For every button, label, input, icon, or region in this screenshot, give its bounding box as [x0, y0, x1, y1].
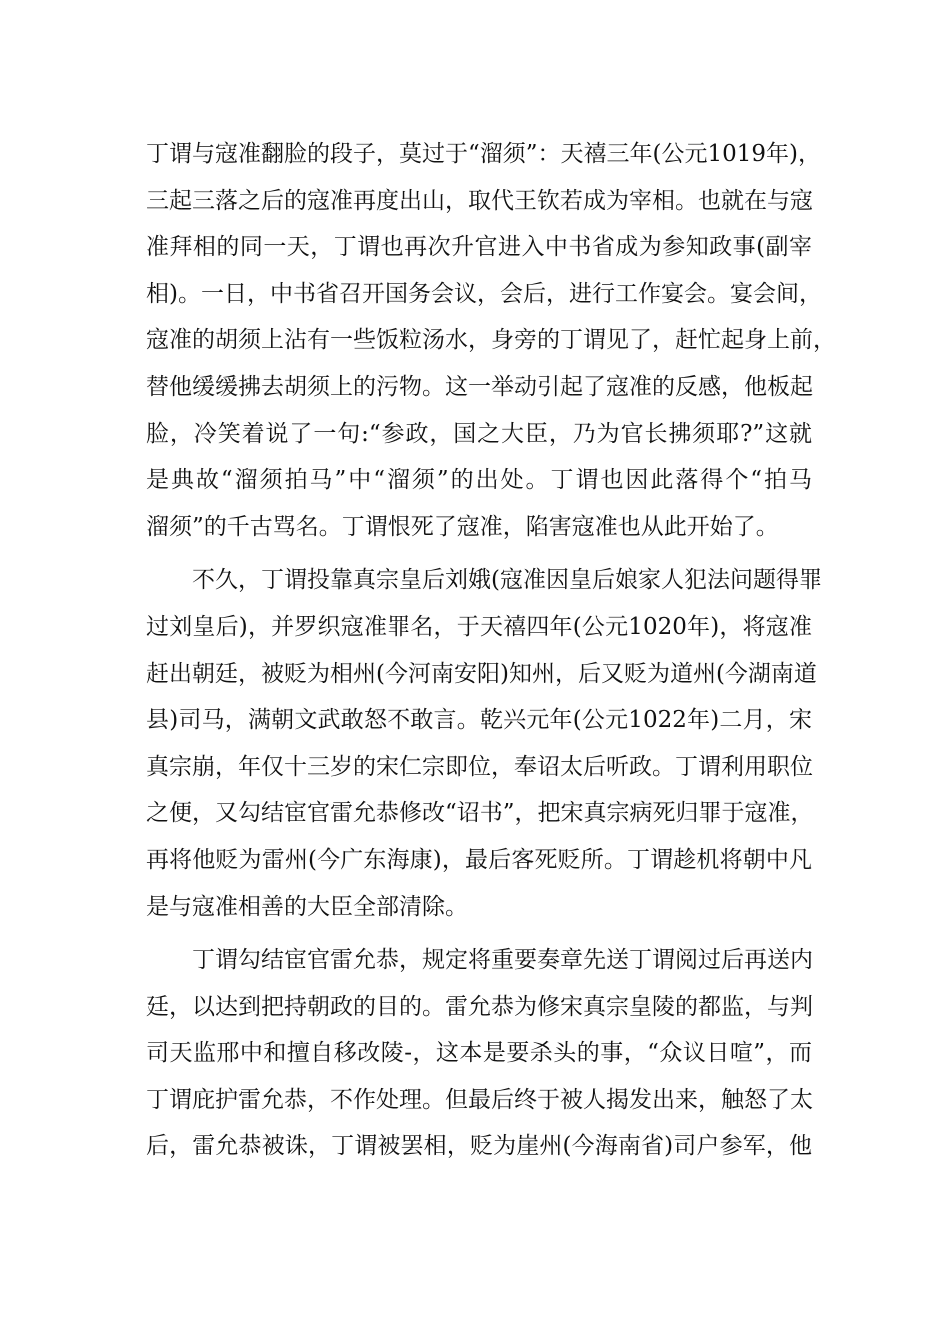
text-line: 替他缓缓拂去胡须上的污物。这一举动引起了寇准的反感，他板起: [146, 373, 813, 400]
paragraph-1: [146, 131, 836, 550]
text-line: 丁谓与寇准翻脸的段子，莫过于“溜须”：天禧三年(公元1019年)，: [146, 141, 821, 167]
text-line: 之便，又勾结宦官雷允恭修改“诏书”，把宋真宗病死归罪于寇准，: [146, 800, 814, 827]
text-line: 寇准的胡须上沾有一些饭粒汤水，身旁的丁谓见了，赶忙起身上前，: [146, 327, 836, 354]
text-line: 县)司马，满朝文武敢怒不敢言。乾兴元年(公元1022年)二月，宋: [146, 707, 812, 734]
text-line: 准拜相的同一天，丁谓也再次升官进入中书省成为参知政事(副宰: [146, 234, 812, 261]
text-line: 后，雷允恭被诛，丁谓被罢相，贬为崖州(今海南省)司户参军，他: [146, 1133, 812, 1160]
text-line: 不久，丁谓投靠真宗皇后刘娥(寇准因皇后娘家人犯法问题得罪: [192, 567, 822, 594]
text-line: 赶出朝廷，被贬为相州(今河南安阳)知州，后又贬为道州(今湖南道: [146, 660, 817, 687]
paragraph-3: [146, 937, 812, 1170]
text-line: 丁谓庇护雷允恭，不作处理。但最后终于被人揭发出来，触怒了太: [146, 1086, 813, 1113]
text-line: 过刘皇后)，并罗织寇准罪名，于天禧四年(公元1020年)，将寇准: [146, 613, 812, 640]
text-line: 再将他贬为雷州(今广东海康)，最后客死贬所。丁谓趁机将朝中凡: [146, 846, 812, 873]
text-line: 丁谓勾结宦官雷允恭，规定将重要奏章先送丁谓阅过后再送内: [192, 947, 813, 974]
document-body: [146, 131, 836, 1170]
text-line: 溜须”的千古骂名。丁谓恨死了寇准，陷害寇准也从此开始了。: [146, 513, 779, 540]
paragraph-gap: [146, 550, 812, 557]
text-line: 脸，冷笑着说了一句:“参政，国之大臣，乃为官长拂须耶?”这就: [146, 420, 812, 447]
text-line: 司天监邢中和擅自移改陵-，这本是要杀头的事，“众议日喧”，而: [146, 1040, 812, 1067]
paragraph-gap: [146, 930, 812, 937]
text-line: 真宗崩，年仅十三岁的宋仁宗即位，奉诏太后听政。丁谓利用职位: [146, 753, 813, 780]
text-line: 廷，以达到把持朝政的目的。雷允恭为修宋真宗皇陵的都监，与判: [146, 993, 813, 1020]
text-line: 是与寇准相善的大臣全部清除。: [146, 893, 468, 920]
text-line: 三起三落之后的寇准再度出山，取代王钦若成为宰相。也就在与寇: [146, 187, 813, 214]
text-line: 是典故“溜须拍马”中“溜须”的出处。丁谓也因此落得个“拍马: [146, 467, 812, 494]
text-line: 相)。一日，中书省召开国务会议，会后，进行工作宴会。宴会间，: [146, 280, 822, 307]
paragraph-2: [146, 557, 822, 930]
